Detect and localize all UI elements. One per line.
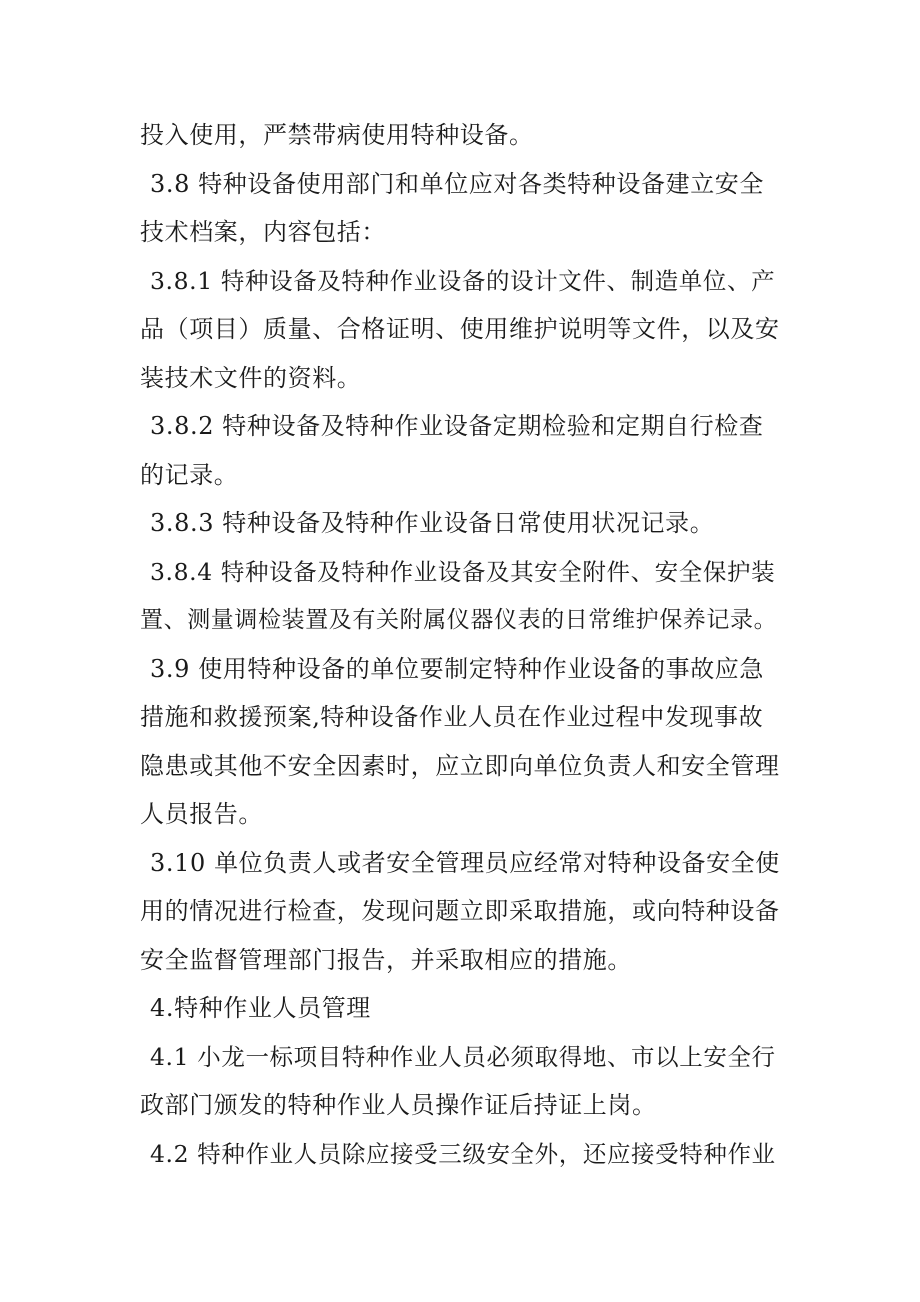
text-line: 措施和救援预案,特种设备作业人员在作业过程中发现事故	[140, 703, 764, 731]
text-line: 4.特种作业人员管理	[150, 994, 371, 1022]
text-line: 品（项目）质量、合格证明、使用维护说明等文件，以及安	[140, 315, 780, 343]
text-line: 政部门颁发的特种作业人员操作证后持证上岗。	[140, 1091, 657, 1119]
text-line: 4.1 小龙一标项目特种作业人员必须取得地、市以上安全行	[150, 1042, 776, 1071]
text-line: 置、测量调检装置及有关附属仪器仪表的日常维护保养记录。	[140, 607, 778, 633]
text-line: 的记录。	[140, 460, 239, 489]
text-line: 人员报告。	[140, 800, 263, 828]
text-line: 技术档案，内容包括：	[140, 218, 386, 246]
text-line: 4.2 特种作业人员除应接受三级安全外，还应接受特种作业	[150, 1139, 776, 1168]
text-line: 3.8.1 特种设备及特种作业设备的设计文件、制造单位、产	[150, 266, 776, 295]
text-line: 3.8.3 特种设备及特种作业设备日常使用状况记录。	[150, 509, 715, 537]
text-line: 3.9 使用特种设备的单位要制定特种作业设备的事故应急	[150, 654, 764, 683]
document-body	[140, 111, 785, 1178]
text-line: 投入使用，严禁带病使用特种设备。	[140, 121, 534, 149]
text-line: 3.10 单位负责人或者安全管理员应经常对特种设备安全使	[150, 848, 780, 877]
text-line: 3.8 特种设备使用部门和单位应对各类特种设备建立安全	[150, 169, 764, 198]
text-line: 3.8.2 特种设备及特种作业设备定期检验和定期自行检查	[150, 412, 764, 440]
text-line: 3.8.4 特种设备及特种作业设备及其安全附件、安全保护装	[150, 557, 776, 586]
text-line: 用的情况进行检查，发现问题立即采取措施，或向特种设备	[140, 897, 780, 925]
text-line: 安全监督管理部门报告，并采取相应的措施。	[140, 945, 632, 974]
text-line: 隐患或其他不安全因素时，应立即向单位负责人和安全管理	[140, 751, 780, 780]
text-line: 装技术文件的资料。	[140, 363, 362, 392]
